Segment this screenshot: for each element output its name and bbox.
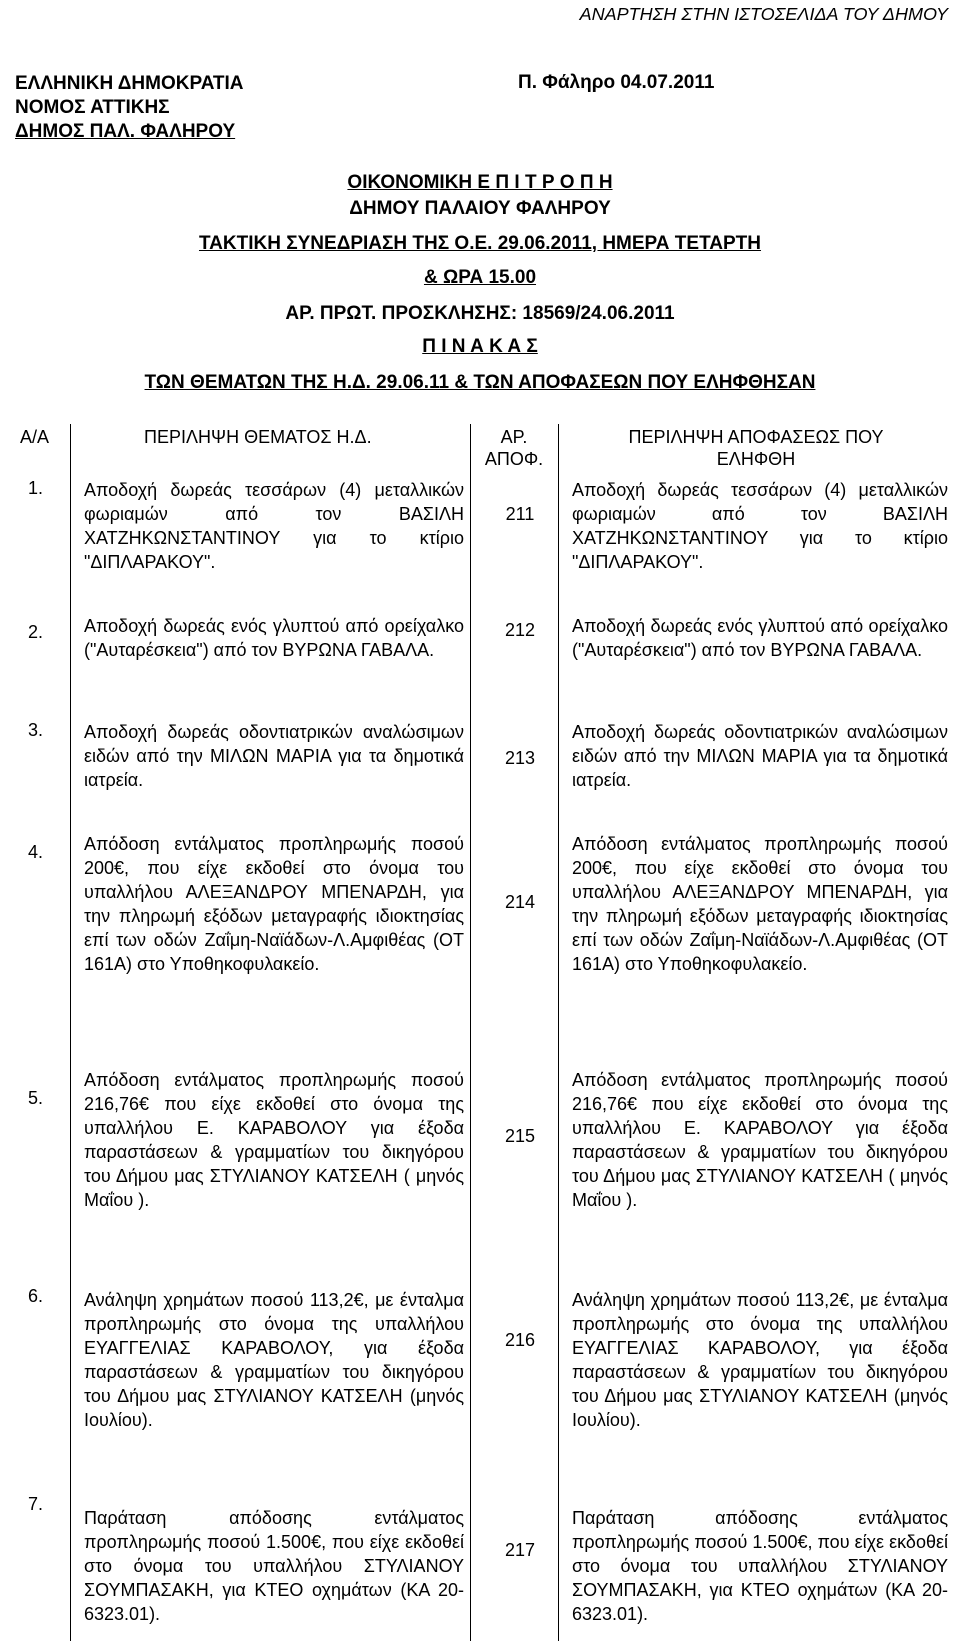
- row-summary: Αποδοχή δωρεάς τεσσάρων (4) μεταλλικών φωριαμών από τον ΒΑΣΙΛΗ ΧΑΤΖΗΚΩΝΣΤΑΝΤΙΝΟΥ για το κτίριο "ΔΙΠΛΑΡΑΚΟΥ".: [84, 480, 464, 572]
- row-index: 4.: [28, 842, 44, 862]
- column-header-summary: ΠΕΡΙΛΗΨΗ ΘΕΜΑΤΟΣ Η.Δ.: [144, 427, 372, 447]
- row-index: 1.: [28, 478, 44, 498]
- table-divider: [470, 424, 471, 1641]
- row-index: 6.: [28, 1286, 44, 1306]
- row-decision-summary: Απόδοση εντάλματος προπληρωμής ποσού 216,76€ που είχε εκδοθεί στο όνομα της υπαλλήλου Ε. ΚΑΡΑΒΟΛΟΥ για έξοδα παραστάσεων & γραμματίων του δικηγόρου του Δήμου μας ΣΤΥΛΙΑΝΟΥ ΚΑΤΣΕΛΗ ( μηνός Μαΐου ).: [572, 1070, 948, 1210]
- issuer-line-prefecture: ΝΟΜΟΣ ΑΤΤΙΚΗΣ: [15, 97, 170, 118]
- issuer-line-country: ΕΛΛΗΝΙΚΗ ΔΗΜΟΚΡΑΤΙΑ: [15, 73, 244, 94]
- row-index: 7.: [28, 1494, 44, 1514]
- column-header-decision-no-2: ΑΠΟΦ.: [484, 449, 544, 469]
- table-title: Π Ι Ν Α Κ Α Σ: [422, 336, 538, 357]
- row-decision-summary: Αποδοχή δωρεάς οδοντιατρικών αναλώσιμων ειδών από την ΜΙΛΩΝ ΜΑΡΙΑ για τα δημοτικά ιατρεία.: [572, 722, 948, 790]
- place-date: Π. Φάληρο 04.07.2011: [518, 72, 715, 93]
- column-header-decision-1: ΠΕΡΙΛΗΨΗ ΑΠΟΦΑΣΕΩΣ ΠΟΥ: [628, 427, 884, 447]
- table-subtitle: ΤΩΝ ΘΕΜΑΤΩΝ ΤΗΣ Η.Δ. 29.06.11 & ΤΩΝ ΑΠΟΦΑΣΕΩΝ ΠΟΥ ΕΛΗΦΘΗΣΑΝ: [144, 372, 816, 393]
- publication-note: ΑΝΑΡΤΗΣΗ ΣΤΗΝ ΙΣΤΟΣΕΛΙΔΑ ΤΟΥ ΔΗΜΟΥ: [579, 4, 948, 24]
- meeting-time: & ΩΡΑ 15.00: [423, 267, 537, 288]
- table-divider: [70, 424, 71, 1641]
- row-decision-summary: Ανάληψη χρημάτων ποσού 113,2€, με ένταλμα προπληρωμής στο όνομα της υπαλλήλου ΕΥΑΓΓΕΛΙΑΣ ΚΑΡΑΒΟΛΟΥ, για έξοδα παραστάσεων & γραμματίων του δικηγόρου του Δήμου μας ΣΤΥΛΙΑΝΟΥ ΚΑΤΣΕΛΗ (μηνός Ιουλίου).: [572, 1290, 948, 1430]
- row-summary: Απόδοση εντάλματος προπληρωμής ποσού 200€, που είχε εκδοθεί στο όνομα του υπαλλήλου ΑΛΕΞΑΝΔΡΟΥ ΜΠΕΝΑΡΔΗ, για την πληρωμή εξόδων μεταγραφής ιδιοκτησίας επί των οδών Ζαΐμη-Ναϊάδων-Λ.Αμφιθέας (ΟΤ 161Α) στο Υποθηκοφυλακείο.: [84, 834, 464, 974]
- row-decision-summary: Αποδοχή δωρεάς τεσσάρων (4) μεταλλικών φωριαμών από τον ΒΑΣΙΛΗ ΧΑΤΖΗΚΩΝΣΤΑΝΤΙΝΟΥ για το κτίριο "ΔΙΠΛΑΡΑΚΟΥ".: [572, 480, 948, 572]
- column-header-index: Α/Α: [20, 427, 50, 447]
- row-decision-number: 215: [504, 1126, 536, 1146]
- column-header-decision-no-1: ΑΡ.: [500, 427, 528, 447]
- row-decision-number: 213: [504, 748, 536, 768]
- row-index: 3.: [28, 720, 44, 740]
- invitation-number: ΑΡ. ΠΡΩΤ. ΠΡΟΣΚΛΗΣΗΣ: 18569/24.06.2011: [285, 303, 675, 324]
- row-summary: Αποδοχή δωρεάς οδοντιατρικών αναλώσιμων ειδών από την ΜΙΛΩΝ ΜΑΡΙΑ για τα δημοτικά ιατρεία.: [84, 722, 464, 790]
- row-decision-summary: Παράταση απόδοσης εντάλματος προπληρωμής ποσού 1.500€, που είχε εκδοθεί στο όνομα του υπαλλήλου ΣΤΥΛΙΑΝΟΥ ΣΟΥΜΠΑΣΑΚΗ, για ΚΤΕΟ οχημάτων (ΚΑ 20-6323.01).: [572, 1508, 948, 1624]
- meeting-line: ΤΑΚΤΙΚΗ ΣΥΝΕΔΡΙΑΣΗ ΤΗΣ Ο.Ε. 29.06.2011, ΗΜΕΡΑ ΤΕΤΑΡΤΗ: [198, 233, 762, 254]
- row-summary: Απόδοση εντάλματος προπληρωμής ποσού 216,76€ που είχε εκδοθεί στο όνομα της υπαλλήλου Ε. ΚΑΡΑΒΟΛΟΥ για έξοδα παραστάσεων & γραμματίων του δικηγόρου του Δήμου μας ΣΤΥΛΙΑΝΟΥ ΚΑΤΣΕΛΗ ( μηνός Μαΐου ).: [84, 1070, 464, 1210]
- row-decision-number: 212: [504, 620, 536, 640]
- row-summary: Παράταση απόδοσης εντάλματος προπληρωμής ποσού 1.500€, που είχε εκδοθεί στο όνομα του υπαλλήλου ΣΤΥΛΙΑΝΟΥ ΣΟΥΜΠΑΣΑΚΗ, για ΚΤΕΟ οχημάτων (ΚΑ 20-6323.01).: [84, 1508, 464, 1624]
- issuer-block: [15, 72, 243, 144]
- decisions-table: [14, 424, 954, 1641]
- row-decision-number: 217: [504, 1540, 536, 1560]
- row-decision-number: 214: [504, 892, 536, 912]
- row-index: 5.: [28, 1088, 44, 1108]
- row-decision-summary: Αποδοχή δωρεάς ενός γλυπτού από ορείχαλκο ("Αυταρέσκεια") από τον ΒΥΡΩΝΑ ΓΑΒΑΛΑ.: [572, 616, 948, 660]
- row-index: 2.: [28, 622, 44, 642]
- table-divider: [558, 424, 559, 1641]
- municipality-title: ΔΗΜΟΥ ΠΑΛΑΙΟΥ ΦΑΛΗΡΟΥ: [349, 198, 611, 219]
- issuer-line-municipality: ΔΗΜΟΣ ΠΑΛ. ΦΑΛΗΡΟΥ: [15, 121, 236, 142]
- committee-title: ΟΙΚΟΝΟΜΙΚΗ Ε Π Ι Τ Ρ Ο Π Η: [347, 172, 613, 193]
- row-decision-number: 211: [505, 504, 535, 524]
- column-header-decision-2: ΕΛΗΦΘΗ: [716, 449, 796, 469]
- row-decision-summary: Απόδοση εντάλματος προπληρωμής ποσού 200€, που είχε εκδοθεί στο όνομα του υπαλλήλου ΑΛΕΞΑΝΔΡΟΥ ΜΠΕΝΑΡΔΗ, για την πληρωμή εξόδων μεταγραφής ιδιοκτησίας επί των οδών Ζαΐμη-Ναϊάδων-Λ.Αμφιθέας (ΟΤ 161Α) στο Υποθηκοφυλακείο.: [572, 834, 948, 974]
- row-decision-number: 216: [504, 1330, 536, 1350]
- row-summary: Αποδοχή δωρεάς ενός γλυπτού από ορείχαλκο ("Αυταρέσκεια") από τον ΒΥΡΩΝΑ ΓΑΒΑΛΑ.: [84, 616, 464, 660]
- row-summary: Ανάληψη χρημάτων ποσού 113,2€, με ένταλμα προπληρωμής στο όνομα της υπαλλήλου ΕΥΑΓΓΕΛΙΑΣ ΚΑΡΑΒΟΛΟΥ, για έξοδα παραστάσεων & γραμματίων του δικηγόρου του Δήμου μας ΣΤΥΛΙΑΝΟΥ ΚΑΤΣΕΛΗ (μηνός Ιουλίου).: [84, 1290, 464, 1430]
